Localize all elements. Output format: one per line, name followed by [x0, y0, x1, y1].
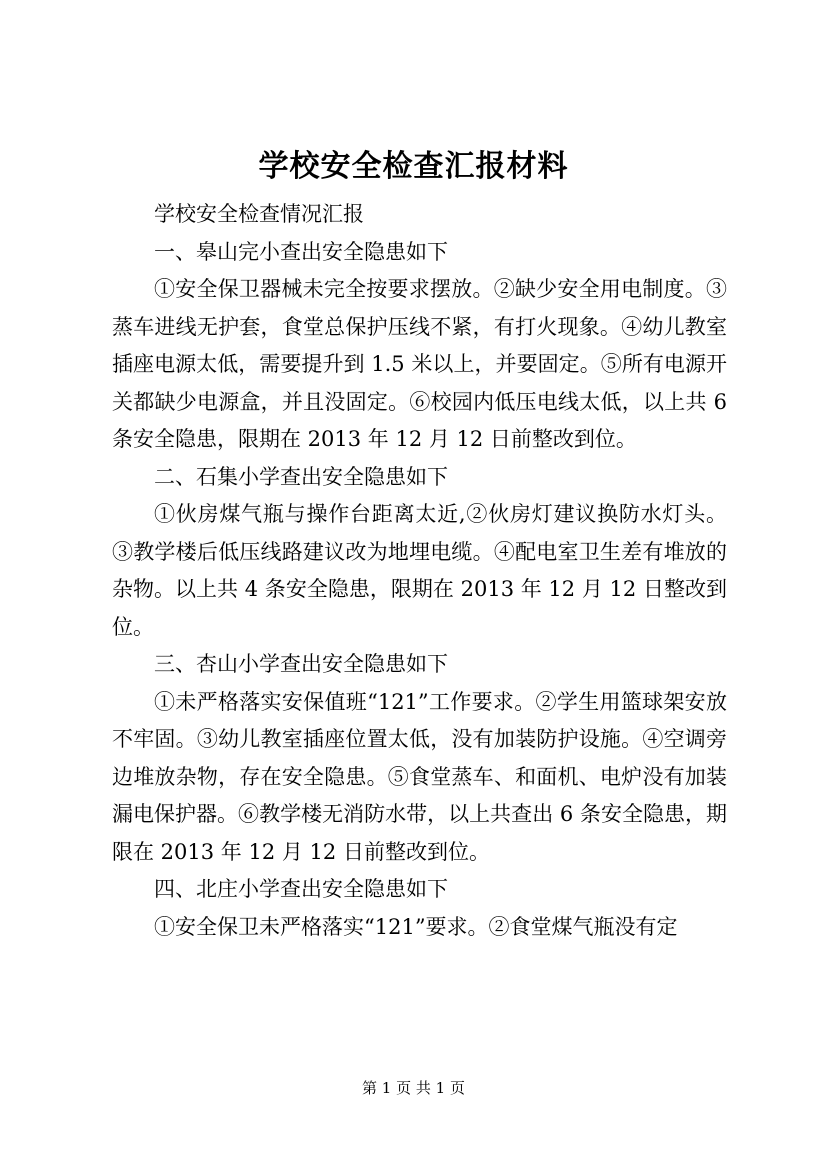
section-heading-shiji: 二、石集小学查出安全隐患如下 [154, 464, 448, 489]
section-body-gaoshan: ①安全保卫器械未完全按要求摆放。②缺少安全用电制度。③蒸车进线无护套，食堂总保护压线不紧，有打火现象。④幼儿教室插座电源太低，需要提升到 1.5 米以上，并要固定。⑤所有电源开关都缺少电源盒，并且没固定。⑥校园内低压电线太低，以上共 6 条安全隐患，限期在 2013 年 12 月 12 日前整改到位。 [112, 277, 727, 451]
section-body-xingshan: ①未严格落实安保值班“121”工作要求。②学生用篮球架安放不牢固。③幼儿教室插座位置太低，没有加装防护设施。④空调旁边堆放杂物，存在安全隐患。⑤食堂蒸车、和面机、电炉没有加装漏电保护器。⑥教学楼无消防水带，以上共查出 6 条安全隐患，期限在 2013 年 12 月 12 日前整改到位。 [112, 689, 727, 864]
section-heading-beizhuang: 四、北庄小学查出安全隐患如下 [154, 877, 448, 901]
document-body [112, 196, 727, 946]
section-body-shiji: ①伙房煤气瓶与操作台距离太近,②伙房灯建议换防水灯头。③教学楼后低压线路建议改为地埋电缆。④配电室卫生差有堆放的杂物。以上共 4 条安全隐患，限期在 2013 年 12 月 12 日整改到位。 [112, 502, 727, 639]
section-heading-xingshan: 三、杏山小学查出安全隐患如下 [154, 652, 448, 676]
section-heading-gaoshan: 一、皋山完小查出安全隐患如下 [154, 239, 448, 264]
page-footer: 第 1 页 共 1 页 [362, 1079, 465, 1097]
report-heading: 学校安全检查情况汇报 [154, 202, 364, 226]
section-body-beizhuang: ①安全保卫未严格落实“121”要求。②食堂煤气瓶没有定 [154, 914, 678, 939]
document-title: 学校安全检查汇报材料 [258, 149, 569, 184]
